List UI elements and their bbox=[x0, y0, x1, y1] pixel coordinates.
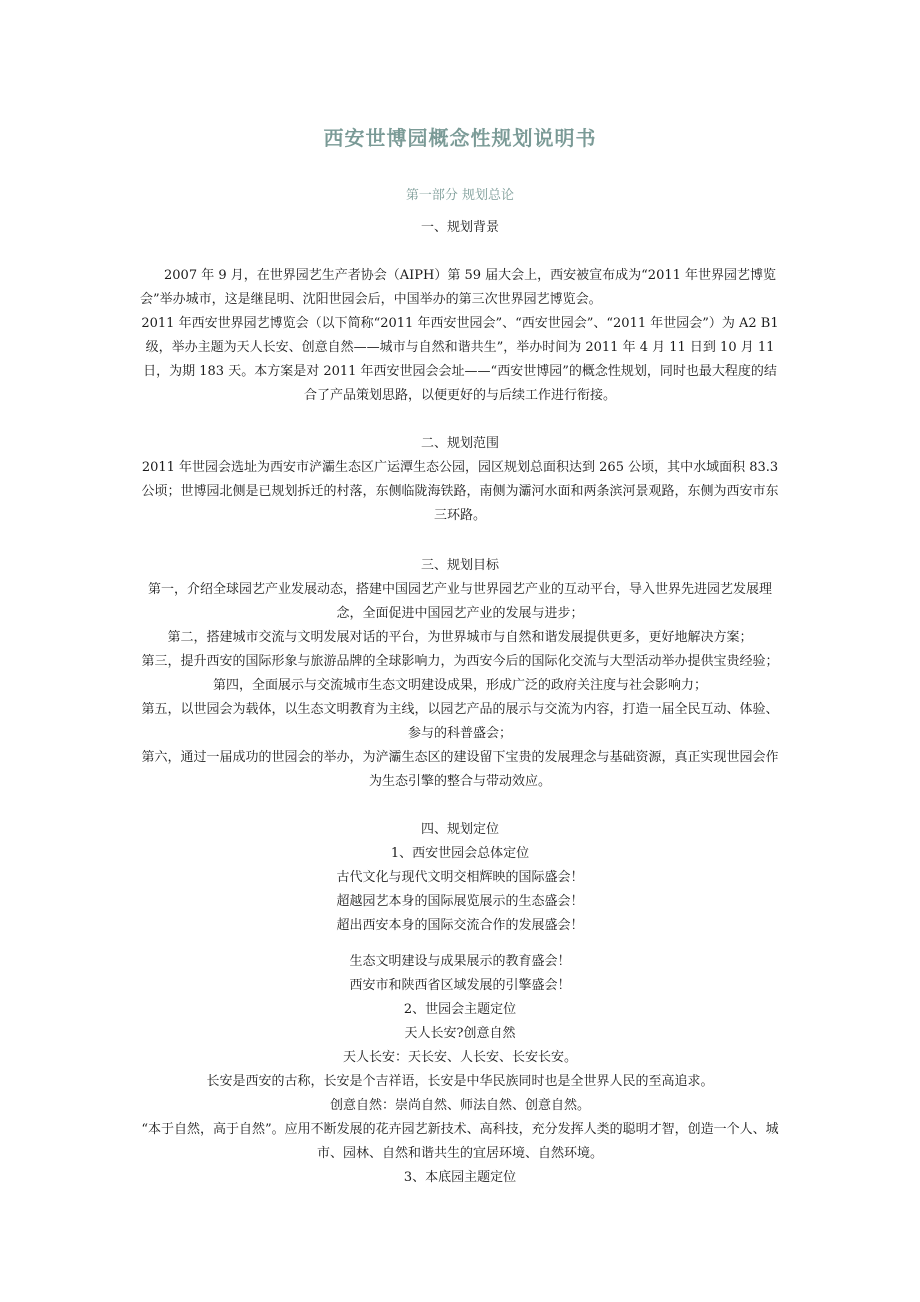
document-title: 西安世博园概念性规划说明书 bbox=[323, 126, 597, 150]
paragraph: 2007 年 9 月，在世界园艺生产者协会（AIPH）第 59 届大会上，西安被宣布成为“2011 年世界园艺博览会”举办城市，这是继昆明、沈阳世园会后，中国举办的第三次世界园艺博览会。 bbox=[140, 268, 777, 307]
section-heading: 二、规划范围 bbox=[420, 436, 499, 451]
position-line: 超越园艺本身的国际展览展示的生态盛会！ bbox=[336, 894, 584, 909]
theme-explain: 创意自然：崇尚自然、师法自然、创意自然。 bbox=[329, 1098, 590, 1113]
paragraph: 2011 年世园会选址为西安市浐灞生态区广运潭生态公园，园区规划总面积达到 265 公顷，其中水域面积 83.3 公顷；世博园北侧是已规划拆迁的村落，东侧临陇海铁路，南侧为灞河水面和两条滨河景观路，东侧为西安市东三环路。 bbox=[141, 460, 779, 523]
goal-item: 第二，搭建城市交流与文明发展对话的平台，为世界城市与自然和谐发展提供更多，更好地解决方案； bbox=[167, 630, 753, 645]
paragraph: “本于自然，高于自然”。应用不断发展的花卉园艺新技术、高科技，充分发挥人类的聪明才智，创造一个人、城市、园林、自然和谐共生的宜居环境、自然环境。 bbox=[141, 1122, 779, 1161]
subheading: 3、本底园主题定位 bbox=[403, 1170, 517, 1185]
section-1 bbox=[140, 216, 780, 240]
goal-item: 第三，提升西安的国际形象与旅游品牌的全球影响力，为西安今后的国际化交流与大型活动举办提供宝贵经验； bbox=[141, 654, 779, 669]
section-2 bbox=[140, 432, 780, 528]
theme-explain: 天人长安：天长安、人长安、长安长安。 bbox=[342, 1050, 577, 1065]
part-heading: 第一部分 规划总论 bbox=[405, 188, 515, 203]
paragraph: 2011 年西安世界园艺博览会（以下简称“2011 年西安世园会”、“西安世园会”、“2011 年世园会”）为 A2 B1 级，举办主题为天人长安、创意自然——城市与自然和谐共生”，举办时间为 2011 年 4 月 11 日到 10 月 11 日，为期 183 天。本方案是对 2011 年西安世园会会址——“西安世博园”的概念性规划，同时也最大程度的结合了产品策划思路，以便更好的与后续工作进行衔接。 bbox=[141, 316, 779, 403]
theme-line: 天人长安?创意自然 bbox=[404, 1026, 516, 1041]
section-4 bbox=[140, 818, 780, 1190]
goal-item: 第一，介绍全球园艺产业发展动态，搭建中国园艺产业与世界园艺产业的互动平台，导入世界先进园艺发展理念，全面促进中国园艺产业的发展与进步； bbox=[147, 582, 772, 621]
theme-explain: 长安是西安的古称，长安是个吉祥语，长安是中华民族同时也是全世界人民的至高追求。 bbox=[206, 1074, 714, 1089]
section-1-body bbox=[140, 264, 780, 408]
position-line: 生态文明建设与成果展示的教育盛会！ bbox=[349, 954, 571, 969]
section-heading: 一、规划背景 bbox=[420, 220, 499, 235]
position-line: 西安市和陕西省区域发展的引擎盛会！ bbox=[349, 978, 571, 993]
position-line: 古代文化与现代文明交相辉映的国际盛会！ bbox=[336, 870, 584, 885]
section-heading: 四、规划定位 bbox=[420, 822, 499, 837]
section-heading: 三、规划目标 bbox=[420, 558, 499, 573]
subheading: 1、西安世园会总体定位 bbox=[390, 846, 530, 861]
position-line: 超出西安本身的国际交流合作的发展盛会！ bbox=[336, 918, 584, 933]
goal-item: 第六，通过一届成功的世园会的举办，为浐灞生态区的建设留下宝贵的发展理念与基础资源，真正实现世园会作为生态引擎的整合与带动效应。 bbox=[141, 750, 779, 789]
goal-item: 第五，以世园会为载体，以生态文明教育为主线，以园艺产品的展示与交流为内容，打造一届全民互动、体验、参与的科普盛会； bbox=[141, 702, 779, 741]
subheading: 2、世园会主题定位 bbox=[403, 1002, 517, 1017]
goal-item: 第四，全面展示与交流城市生态文明建设成果，形成广泛的政府关注度与社会影响力； bbox=[212, 678, 707, 693]
section-3 bbox=[140, 554, 780, 794]
